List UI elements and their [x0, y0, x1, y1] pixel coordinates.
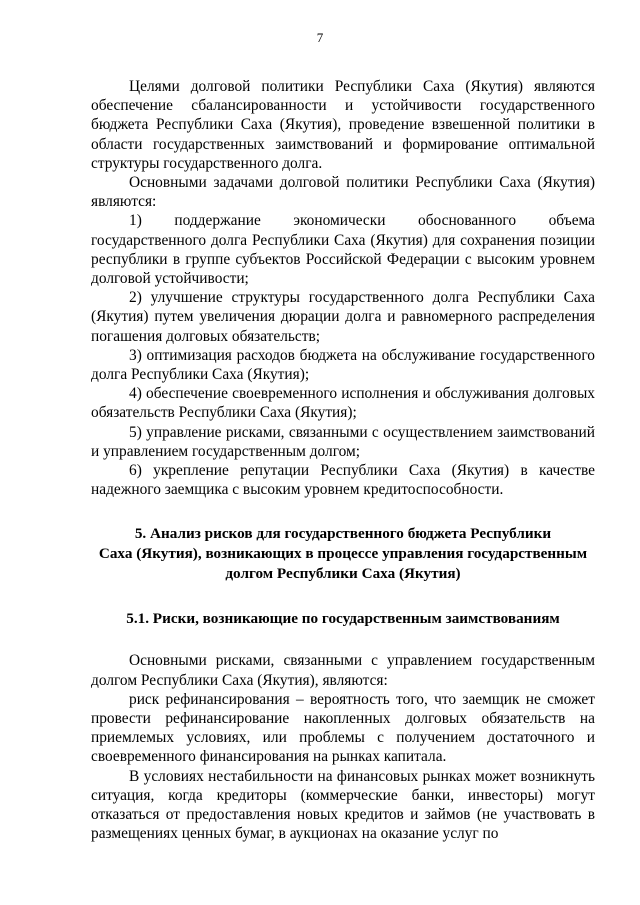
document-body: [91, 77, 595, 844]
section-heading-line-2: Саха (Якутия), возникающих в процессе управления государственным: [98, 545, 588, 563]
paragraph-risks-intro: Основными рисками, связанными с управлением государственным долгом Республики Саха (Якутия), являются:: [91, 652, 595, 689]
paragraph-refinancing-risk: риск рефинансирования – вероятность того, что заемщик не сможет провести рефинансирование накопленных долговых обязательств на приемлемых условиях, или проблемы с получением достаточного и своевременного финансирования на рынках капитала.: [91, 690, 595, 766]
paragraph-goals: Целями долговой политики Республики Саха (Якутия) являются обеспечение сбалансированности и устойчивости государственного бюджета Республики Саха (Якутия), проведение взвешенной политики в области государственных заимствований и формирование оптимальной структуры государственного долга.: [91, 78, 595, 172]
subsection-heading: 5.1. Риски, возникающие по государственным заимствованиям: [126, 610, 560, 628]
paragraph-task-4: 4) обеспечение своевременного исполнения и обслуживания долговых обязательств Республики Саха (Якутия);: [91, 385, 595, 422]
paragraph-task-1: 1) поддержание экономически обоснованного объема государственного долга Республики Саха (Якутия) для сохранения позиции республики в группе субъектов Российской Федерации с высоким уровнем долговой устойчивости;: [91, 212, 595, 288]
paragraph-tasks-intro: Основными задачами долговой политики Республики Саха (Якутия) являются:: [91, 174, 595, 211]
paragraph-task-5: 5) управление рисками, связанными с осуществлением заимствований и управлением государственным долгом;: [91, 423, 595, 460]
section-heading-line-1: 5. Анализ рисков для государственного бюджета Республики: [134, 525, 552, 543]
paragraph-task-3: 3) оптимизация расходов бюджета на обслуживание государственного долга Республики Саха (Якутия);: [91, 346, 595, 384]
page-number: 7: [316, 30, 324, 45]
section-heading-line-3: долгом Республики Саха (Якутия): [225, 565, 461, 583]
paragraph-market-instability: В условиях нестабильности на финансовых рынках может возникнуть ситуация, когда кредиторы (коммерческие банки, инвесторы) могут отказаться от предоставления новых кредитов и займов (не участвовать в размещениях ценных бумаг, в аукционах на оказание услуг по: [91, 767, 595, 843]
paragraph-task-2: 2) улучшение структуры государственного долга Республики Саха (Якутия) путем увеличения дюрации долга и равномерного распределения погашения долговых обязательств;: [91, 289, 595, 345]
paragraph-task-6: 6) укрепление репутации Республики Саха (Якутия) в качестве надежного заемщика с высоким уровнем кредитоспособности.: [91, 462, 595, 499]
section-heading: [91, 524, 595, 584]
